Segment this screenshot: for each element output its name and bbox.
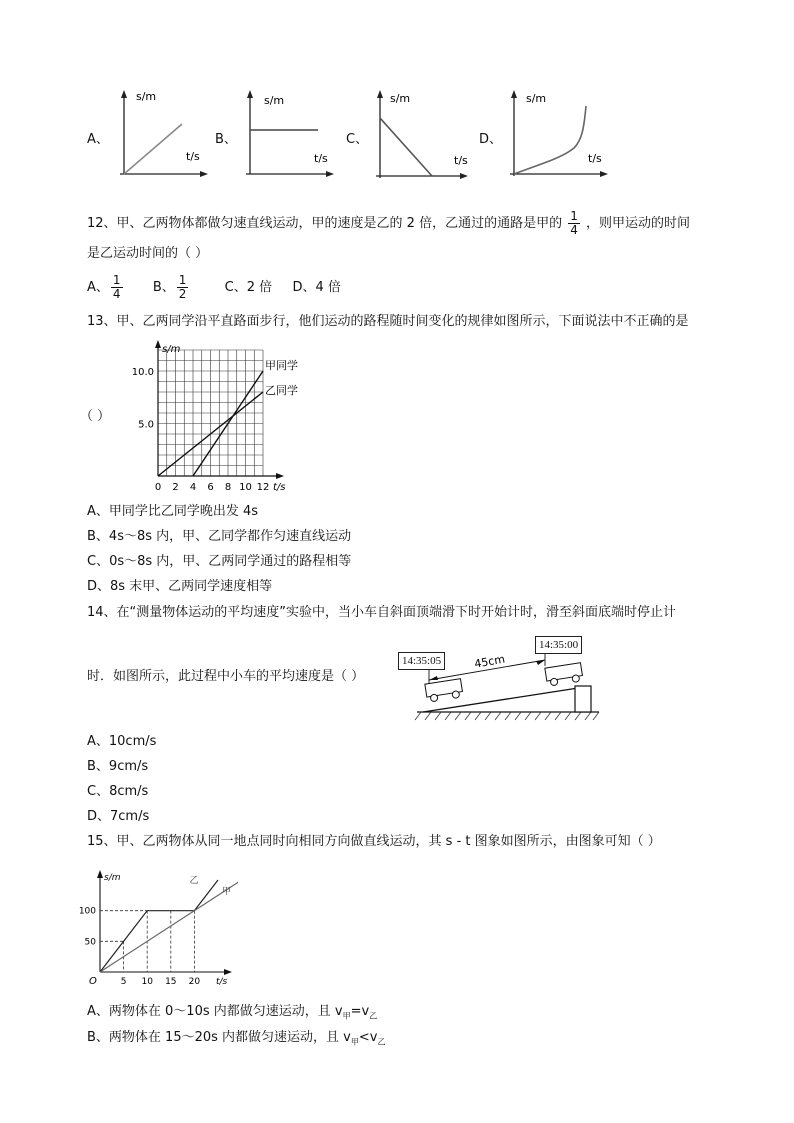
q12-option-b-label: B、 [152,280,175,295]
q15-option-a-text: A、两物体在 0～10s 内都做匀速运动，且 v [87,1004,343,1019]
q11-d-xlabel: t/s [588,152,602,165]
q11-graph-c [366,90,470,184]
q15-stem: 15、甲、乙两物体从同一地点同时向相同方向做直线运动，其 s - t 图象如图所示，由图象可知（ ） [87,834,661,849]
q12-stem-part1: 12、甲、乙两物体都做匀速直线运动，甲的速度是乙的 2 倍，乙通过的通路是甲的 [87,216,563,231]
q15-xlabel: t/s [216,977,228,987]
q15-series-line [100,880,218,972]
q12-option-a-label: A、 [87,280,109,295]
q12-option-d: D、4 倍 [292,280,341,295]
q15-y-tick-label: 50 [84,937,96,948]
q13-ylabel: s/m [162,344,181,355]
q15-chart [78,868,238,988]
q12-fraction: $\frac{1}{4}$ [570,209,578,237]
q11-option-c-letter: C、 [346,132,369,147]
q12-options [87,274,341,301]
q14-stem-line2: 时．如图所示，此过程中小车的平均速度是（ ） [87,669,365,684]
q11-b-ylabel: s/m [264,94,285,107]
q14-option-c: C、8cm/s [87,784,149,799]
q11-option-a-letter: A、 [87,132,109,147]
q13-grid [158,350,263,476]
q13-y-tick-label: 5.0 [138,419,154,431]
q15-option-a-sub1: 甲 [342,1011,351,1021]
q12-stem-line1 [87,210,690,237]
q15-option-b-text: B、两物体在 15～20s 内都做匀速运动，且 v [87,1030,351,1045]
q15-option-a-mid: =v [350,1004,370,1019]
q11-a-xlabel: t/s [186,150,200,163]
q15-x-arrow [224,969,232,975]
q11-graph-d [500,90,612,184]
q15-y-arrow [97,870,103,878]
q15-x-tick-label: 10 [141,977,153,987]
q15-x-tick-label: 20 [188,977,201,987]
q11-a-ylabel: s/m [136,90,157,103]
q15-x-tick-label: 5 [120,977,127,987]
q13-option-a: A、甲同学比乙同学晚出发 4s [87,504,259,519]
q15-option-b-sub1: 甲 [350,1037,359,1047]
q11-c-xlabel: t/s [454,154,468,167]
q14-option-d: D、7cm/s [87,809,150,824]
q15-y-tick-label: 100 [78,906,96,917]
q11-graph-b [236,90,336,184]
q15-option-b [87,1029,385,1052]
q14-option-a: A、10cm/s [87,734,157,749]
q15-option-b-mid: <v [358,1030,378,1045]
q13-x-arrow [276,473,284,479]
q14-option-b: B、9cm/s [87,759,149,774]
q11-option-d-letter: D、 [479,132,503,147]
q14-start-time: 14:35:00 [535,636,582,654]
q15-series-line [100,880,238,972]
q13-x-tick-label: 4 [189,482,197,493]
q12-option-a-fraction: $\frac{1}{4}$ [112,273,121,301]
q15-x-tick-label: 15 [165,977,177,987]
q13-y-tick-label: 10.0 [131,367,154,378]
q13-series-label: 乙同学 [265,384,298,397]
q15-series-label: 乙 [189,876,199,887]
q13-x-tick-label: 6 [207,482,214,493]
q12-stem-part2: ，则甲运动的时间 [586,216,691,231]
q15-option-b-sub2: 乙 [377,1037,386,1047]
q13-x-tick-label: 8 [224,482,232,493]
q14-stem: 14、在“测量物体运动的平均速度”实验中，当小车自斜面顶端滑下时开始计时，滑至斜面底端时停止计 [87,605,677,620]
q15-option-a [87,1003,377,1026]
q13-y-arrow [155,340,161,348]
q13-paren: （ ） [80,409,111,424]
q15-series-label: 甲 [222,887,232,898]
q14-end-time: 14:35:05 [398,652,445,670]
q13-x-tick-label: 2 [172,482,179,493]
q14-distance-label: 45cm [473,652,506,671]
q15-origin: O [89,976,97,987]
q13-x-tick-label: 12 [256,482,270,493]
q12-option-b-fraction: $\frac{1}{2}$ [178,273,187,301]
q11-c-ylabel: s/m [390,92,411,105]
q13-series-label: 甲同学 [265,359,298,372]
q13-stem: 13、甲、乙两同学沿平直路面步行，他们运动的路程随时间变化的规律如图所示，下面说法中不正确的是 [87,314,689,329]
q11-graph-a [110,90,210,184]
q13-option-b: B、4s～8s 内，甲、乙同学都作匀速直线运动 [87,529,352,544]
q12-stem-line2: 是乙运动时间的（ ） [87,246,209,261]
q13-x-tick-label: 0 [154,482,162,493]
q13-option-d: D、8s 末甲、乙两同学速度相等 [87,579,273,594]
q15-ylabel: s/m [104,873,121,883]
q15-option-a-sub2: 乙 [369,1011,378,1021]
q14-incline-figure [395,632,605,722]
q13-xlabel: t/s [273,482,286,493]
q11-b-xlabel: t/s [314,152,328,165]
q13-x-tick-label: 10 [239,482,252,493]
q11-option-b-letter: B、 [215,132,237,147]
q11-d-ylabel: s/m [526,92,547,105]
q13-option-c: C、0s～8s 内，甲、乙两同学通过的路程相等 [87,554,352,569]
q12-option-c: C、2 倍 [224,280,273,295]
q13-chart [118,340,303,497]
